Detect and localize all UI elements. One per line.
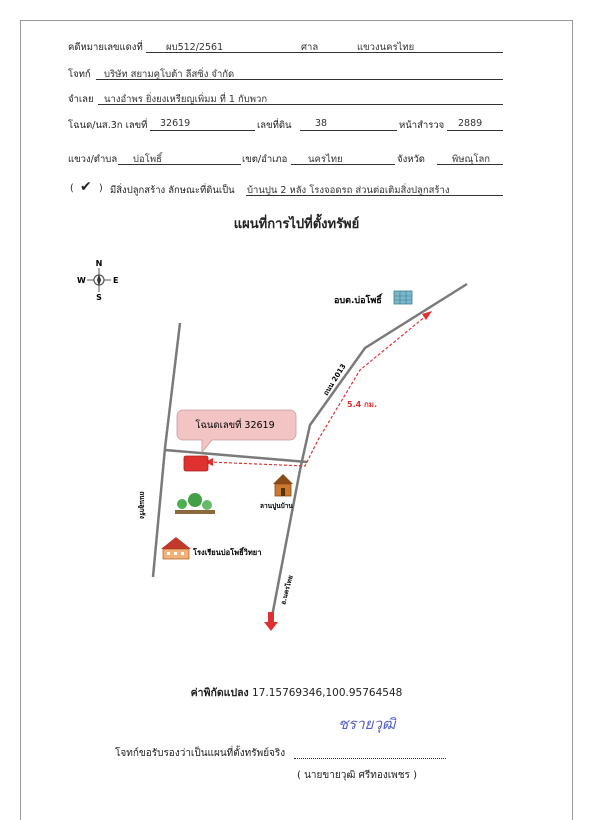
survey-value: 2889 bbox=[458, 118, 483, 129]
obt-label: อบต.บ่อโพธิ์ bbox=[334, 296, 382, 306]
school-label: โรงเรียนบ่อโพธิ์วิทยา bbox=[193, 548, 262, 557]
signer-name: ( นายขายวุฒิ ศรีทองเพชร ) bbox=[297, 770, 417, 781]
district-value: นครไทย bbox=[308, 154, 343, 165]
signature: ชรายวุฒิ bbox=[338, 715, 396, 733]
deed-callout bbox=[177, 410, 296, 452]
building-icon bbox=[394, 291, 412, 304]
coordinates-line bbox=[0, 684, 593, 701]
compass-icon bbox=[87, 268, 111, 292]
tree-icon bbox=[175, 493, 215, 514]
check-mark-icon: ✔ bbox=[80, 179, 92, 195]
signature-line bbox=[294, 758, 446, 759]
compass-e: E bbox=[113, 276, 119, 285]
case-value: ผบ512/2561 bbox=[166, 42, 224, 53]
district-label: เขต/อำเภอ bbox=[242, 154, 288, 165]
plaintiff-label: โจทก์ bbox=[68, 69, 91, 80]
main-road-2013 bbox=[270, 284, 467, 627]
court-label: ศาล bbox=[301, 42, 319, 53]
deed-label: โฉนด/นส.3ก เลขที่ bbox=[68, 120, 148, 131]
compass-s: S bbox=[96, 293, 102, 302]
building-value: บ้านปูน 2 หลัง โรงจอดรถ ส่วนต่อเติมสิ่งปลูกสร้าง bbox=[247, 185, 450, 196]
page-title: แผนที่การไปที่ตั้งทรัพย์ bbox=[233, 217, 360, 232]
land-no-label: เลขที่ดิน bbox=[257, 120, 292, 131]
subdistrict-label: แขวง/ตำบล bbox=[68, 154, 118, 165]
route-line bbox=[209, 311, 432, 466]
road-2013-label: ถนน 2013 bbox=[321, 362, 348, 398]
house-icon bbox=[273, 474, 293, 496]
province-label: จังหวัด bbox=[397, 154, 425, 165]
lower-road-label: อ.นครไทย bbox=[279, 574, 295, 606]
compass-w: W bbox=[77, 276, 86, 285]
left-road-label: ถนนลูกรัง bbox=[138, 491, 146, 519]
province-value: พิษณุโลก bbox=[452, 154, 491, 165]
parcel-marker bbox=[184, 456, 208, 471]
coordinates-label: ค่าพิกัดแปลง bbox=[190, 687, 249, 699]
deed-value: 32619 bbox=[160, 118, 191, 129]
survey-label: หน้าสำรวจ bbox=[399, 120, 445, 131]
school-icon bbox=[161, 537, 191, 559]
defendant-label: จำเลย bbox=[68, 94, 94, 105]
check-close-paren: ) bbox=[99, 183, 103, 194]
check-open-paren: ( bbox=[70, 183, 74, 194]
plaintiff-value: บริษัท สยามคูโบต้า ลีสซิ่ง จำกัด bbox=[104, 69, 235, 80]
coordinates-value: 17.15769346,100.95764548 bbox=[252, 687, 403, 699]
court-value: แขวงนครไทย bbox=[357, 42, 415, 53]
compass-n: N bbox=[95, 259, 103, 268]
subdistrict-value: บ่อโพธิ์ bbox=[133, 154, 162, 165]
certification-text: โจทก์ขอรับรองว่าเป็นแผนที่ตั้งทรัพย์จริง bbox=[115, 748, 286, 759]
distance-label: 5.4 กม. bbox=[347, 400, 378, 409]
site-label: ลานปูนบ้าน bbox=[260, 502, 293, 510]
defendant-value: นางอำพร ยิ่งยงเหรียญเพิ่มม ที่ 1 กับพวก bbox=[104, 94, 268, 105]
deed-callout-text: โฉนดเลขที่ 32619 bbox=[195, 420, 275, 431]
down-arrow-icon bbox=[264, 612, 278, 631]
case-label: คดีหมายเลขแดงที่ bbox=[68, 42, 143, 53]
building-label: มีสิ่งปลูกสร้าง ลักษณะที่ดินเป็น bbox=[110, 185, 235, 196]
land-no-value: 38 bbox=[315, 118, 328, 129]
